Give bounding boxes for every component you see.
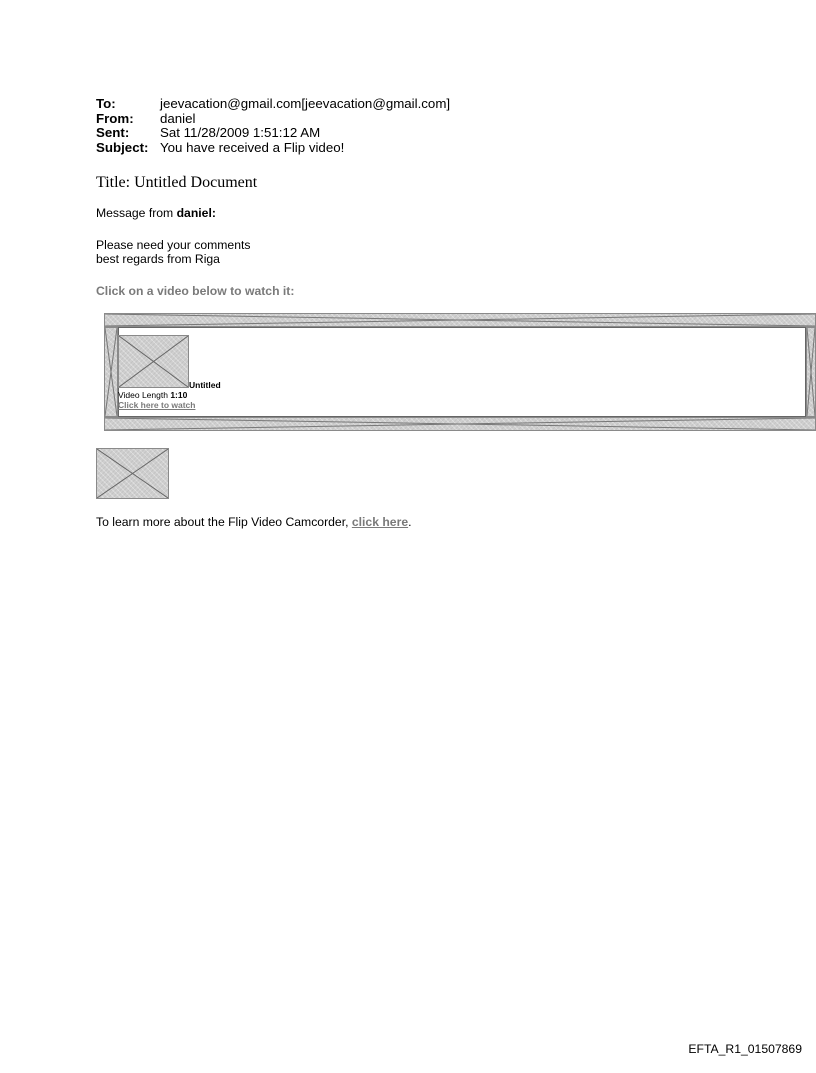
to-label: To:	[96, 96, 116, 111]
frame-right-image-placeholder	[806, 327, 816, 417]
sent-label: Sent:	[96, 125, 130, 141]
message-from-prefix: Message from	[96, 206, 177, 220]
subject-row	[96, 141, 450, 156]
video-length-value: 1:10	[170, 390, 188, 400]
learn-more-line	[96, 515, 412, 529]
video-length	[118, 390, 187, 400]
learn-more-prefix: To learn more about the Flip Video Camcorder,	[96, 515, 352, 529]
message-from-name: daniel:	[176, 206, 216, 220]
frame-bottom-image-placeholder	[104, 417, 816, 431]
click-prompt: Click on a video below to watch it:	[96, 284, 295, 298]
from-row	[96, 112, 450, 127]
watch-video-link[interactable]: Click here to watch	[118, 400, 196, 410]
frame-top-image-placeholder	[104, 313, 816, 327]
learn-more-link[interactable]: click here	[351, 515, 409, 529]
to-value: jeevacation@gmail.com[jeevacation@gmail.com]	[160, 96, 451, 111]
document-id: EFTA_R1_01507869	[688, 1042, 802, 1056]
learn-more-suffix: .	[408, 515, 412, 529]
video-title: Untitled	[189, 380, 221, 390]
from-value: daniel	[160, 110, 196, 126]
message-body-line: best regards from Riga	[96, 251, 220, 266]
video-length-label: Video Length	[118, 390, 171, 400]
message-from-line	[96, 206, 216, 220]
sent-row	[96, 126, 450, 141]
flip-logo-image-placeholder	[96, 448, 169, 499]
document-title: Title: Untitled Document	[96, 174, 258, 191]
message-body	[96, 239, 250, 266]
subject-value: You have received a Flip video!	[160, 139, 345, 155]
message-body-line: Please need your comments	[96, 238, 251, 252]
frame-left-image-placeholder	[104, 327, 118, 417]
video-panel	[118, 327, 806, 417]
from-label: From:	[96, 110, 134, 126]
video-thumbnail-placeholder[interactable]	[118, 335, 189, 388]
subject-label: Subject:	[96, 139, 149, 155]
sent-value: Sat 11/28/2009 1:51:12 AM	[160, 125, 321, 141]
email-header	[96, 97, 450, 155]
to-row	[96, 97, 450, 112]
